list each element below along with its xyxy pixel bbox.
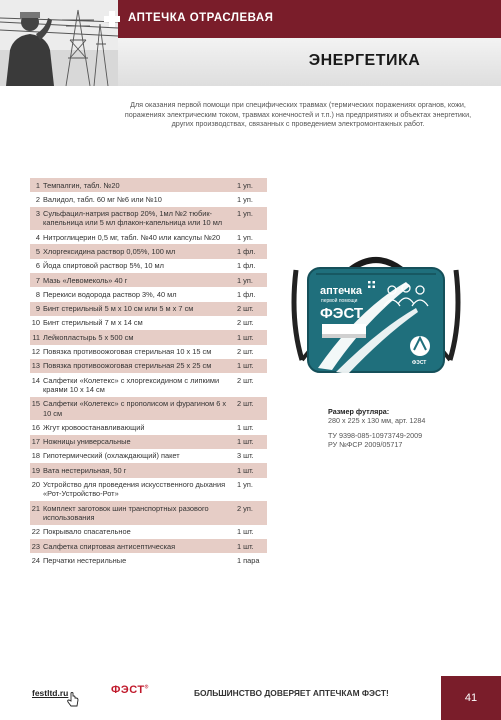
item-name: Устройство для проведения искусственного дыхания «Рот-Устройство-Рот» [43,480,226,499]
table-row [30,539,267,553]
item-number: 10 [31,318,40,328]
item-quantity: 1 шт. [237,422,254,432]
footer-slogan: БОЛЬШИНСТВО ДОВЕРЯЕТ АПТЕЧКАМ ФЭСТ! [194,688,389,698]
item-name: Жгут кровоостанавливающий [43,422,145,432]
table-row [30,302,267,316]
fest-logo: ФЭСТ® [111,684,149,696]
item-name: Покрывало спасательное [43,527,131,537]
page-number: 41 [441,676,501,720]
item-name: Валидол, табл. 60 мг №6 или №10 [43,194,162,204]
spec-tu: ТУ 9398-085-10973749-2009 [328,431,423,440]
table-row [30,373,267,397]
table-row [30,207,267,231]
table-row [30,259,267,273]
item-number: 19 [31,465,40,475]
item-number: 13 [31,361,40,371]
item-number: 9 [35,304,40,314]
item-quantity: 1 шт. [237,541,254,551]
bag-label-brand: ФЭСТ [320,305,364,322]
item-name: Вата нестерильная, 50 г [43,465,127,475]
item-quantity: 2 уп. [237,503,253,513]
item-quantity: 1 уп. [237,232,253,242]
intro-text: Для оказания первой помощи при специфических травмах (термических поражениях органов, кожи, поражениях электрическим током, травмах конечностей и т.п.) на предприятиях и объектах энергетики, других производствах, связанных с проведением электромонтажных работ. [124,100,472,129]
item-name: Салфетки «Колетекс» с прополисом и фурагином 6 х 10 см [43,399,227,418]
table-row [30,553,267,567]
item-quantity: 1 шт. [237,332,254,342]
item-quantity: 1 шт. [237,361,254,371]
table-row [30,178,267,192]
medical-cross-icon [104,11,120,27]
item-name: Салфетки «Колетекс» с хлоргексидином с липкими краями 10 х 14 см [43,375,220,394]
table-row [30,316,267,330]
item-name: Темпалгин, табл. №20 [43,180,120,190]
item-quantity: 1 фл. [237,246,256,256]
item-name: Бинт стерильный 5 м х 10 см или 5 м х 7 см [43,304,194,314]
items-table [30,178,267,568]
item-number: 18 [31,451,40,461]
spec-title: Размер футляра: [328,407,390,416]
item-number: 3 [35,209,40,219]
item-number: 14 [31,375,40,385]
item-number: 8 [35,289,40,299]
item-quantity: 2 шт. [237,318,254,328]
item-quantity: 1 уп. [237,180,253,190]
item-number: 24 [31,555,40,565]
item-number: 16 [31,422,40,432]
item-name: Повязка противоожоговая стерильная 10 х 15 см [43,347,212,357]
item-quantity: 2 шт. [237,375,254,385]
item-quantity: 1 фл. [237,289,256,299]
item-name: Повязка противоожоговая стерильная 25 х 25 см [43,361,212,371]
item-number: 7 [35,275,40,285]
item-quantity: 1 шт. [237,437,254,447]
item-number: 15 [31,399,40,409]
bag-label-aptechka: аптечка [320,285,363,297]
bag-label-first-aid: первой помощи [321,298,358,304]
table-row [30,273,267,287]
item-name: Гипотермический (охлаждающий) пакет [43,451,180,461]
category-title: АПТЕЧКА ОТРАСЛЕВАЯ [128,12,274,24]
item-quantity: 2 шт. [237,399,254,409]
item-quantity: 1 пара [237,555,260,565]
item-number: 23 [31,541,40,551]
item-name: Сульфацил-натрия раствор 20%, 1мл №2 тюбик-капельница или 5 мл флакон-капельница или 10 мл [43,209,223,228]
first-aid-bag-image [288,250,464,400]
case-spec [328,407,488,449]
table-row [30,501,267,525]
item-name: Мазь «Левомеколь» 40 г [43,275,128,285]
item-number: 1 [35,180,40,190]
table-row [30,525,267,539]
website-link[interactable]: festltd.ru [32,688,69,698]
item-name: Салфетка спиртовая антисептическая [43,541,176,551]
table-row [30,463,267,477]
page-title: ЭНЕРГЕТИКА [308,52,421,69]
table-row [30,345,267,359]
item-quantity: 3 шт. [237,451,254,461]
item-number: 12 [31,347,40,357]
item-quantity: 1 шт. [237,465,254,475]
item-number: 21 [31,503,40,513]
item-number: 6 [35,261,40,271]
item-quantity: 1 уп. [237,209,253,219]
item-quantity: 2 шт. [237,347,254,357]
spec-size: 280 х 225 х 130 мм, арт. 1284 [328,416,426,425]
item-quantity: 1 фл. [237,261,256,271]
item-name: Бинт стерильный 7 м х 14 см [43,318,143,328]
header-photo-powerlines [0,0,118,86]
table-row [30,435,267,449]
item-number: 20 [31,480,40,490]
svg-text:ФЭСТ: ФЭСТ [412,360,427,366]
item-name: Перекиси водорода раствор 3%, 40 мл [43,289,177,299]
item-number: 11 [32,332,40,342]
item-name: Комплект заготовок шин транспортных разового использования [43,503,209,522]
item-name: Перчатки нестерильные [43,555,127,565]
table-row [30,244,267,258]
table-row [30,330,267,344]
item-number: 5 [35,246,40,256]
pointer-hand-icon [66,692,80,708]
item-number: 4 [35,232,40,242]
table-row [30,449,267,463]
table-row [30,420,267,434]
table-row [30,478,267,502]
table-row [30,230,267,244]
item-quantity: 1 уп. [237,275,253,285]
item-name: Лейкопластырь 5 х 500 см [43,332,134,342]
item-number: 22 [31,527,40,537]
item-name: Йода спиртовой раствор 5%, 10 мл [43,261,164,271]
table-row [30,192,267,206]
item-name: Хлоргексидина раствор 0,05%, 100 мл [43,246,176,256]
item-number: 17 [31,437,40,447]
table-row [30,397,267,421]
item-quantity: 1 уп. [237,194,253,204]
table-row [30,287,267,301]
item-quantity: 1 шт. [237,527,254,537]
item-name: Ножницы универсальные [43,437,131,447]
table-row [30,359,267,373]
item-quantity: 1 уп. [237,480,253,490]
item-name: Нитроглицерин 0,5 мг, табл. №40 или капсулы №20 [43,232,221,242]
spec-ru: РУ №ФСР 2009/05717 [328,440,403,449]
item-quantity: 2 шт. [237,304,254,314]
item-number: 2 [35,194,40,204]
